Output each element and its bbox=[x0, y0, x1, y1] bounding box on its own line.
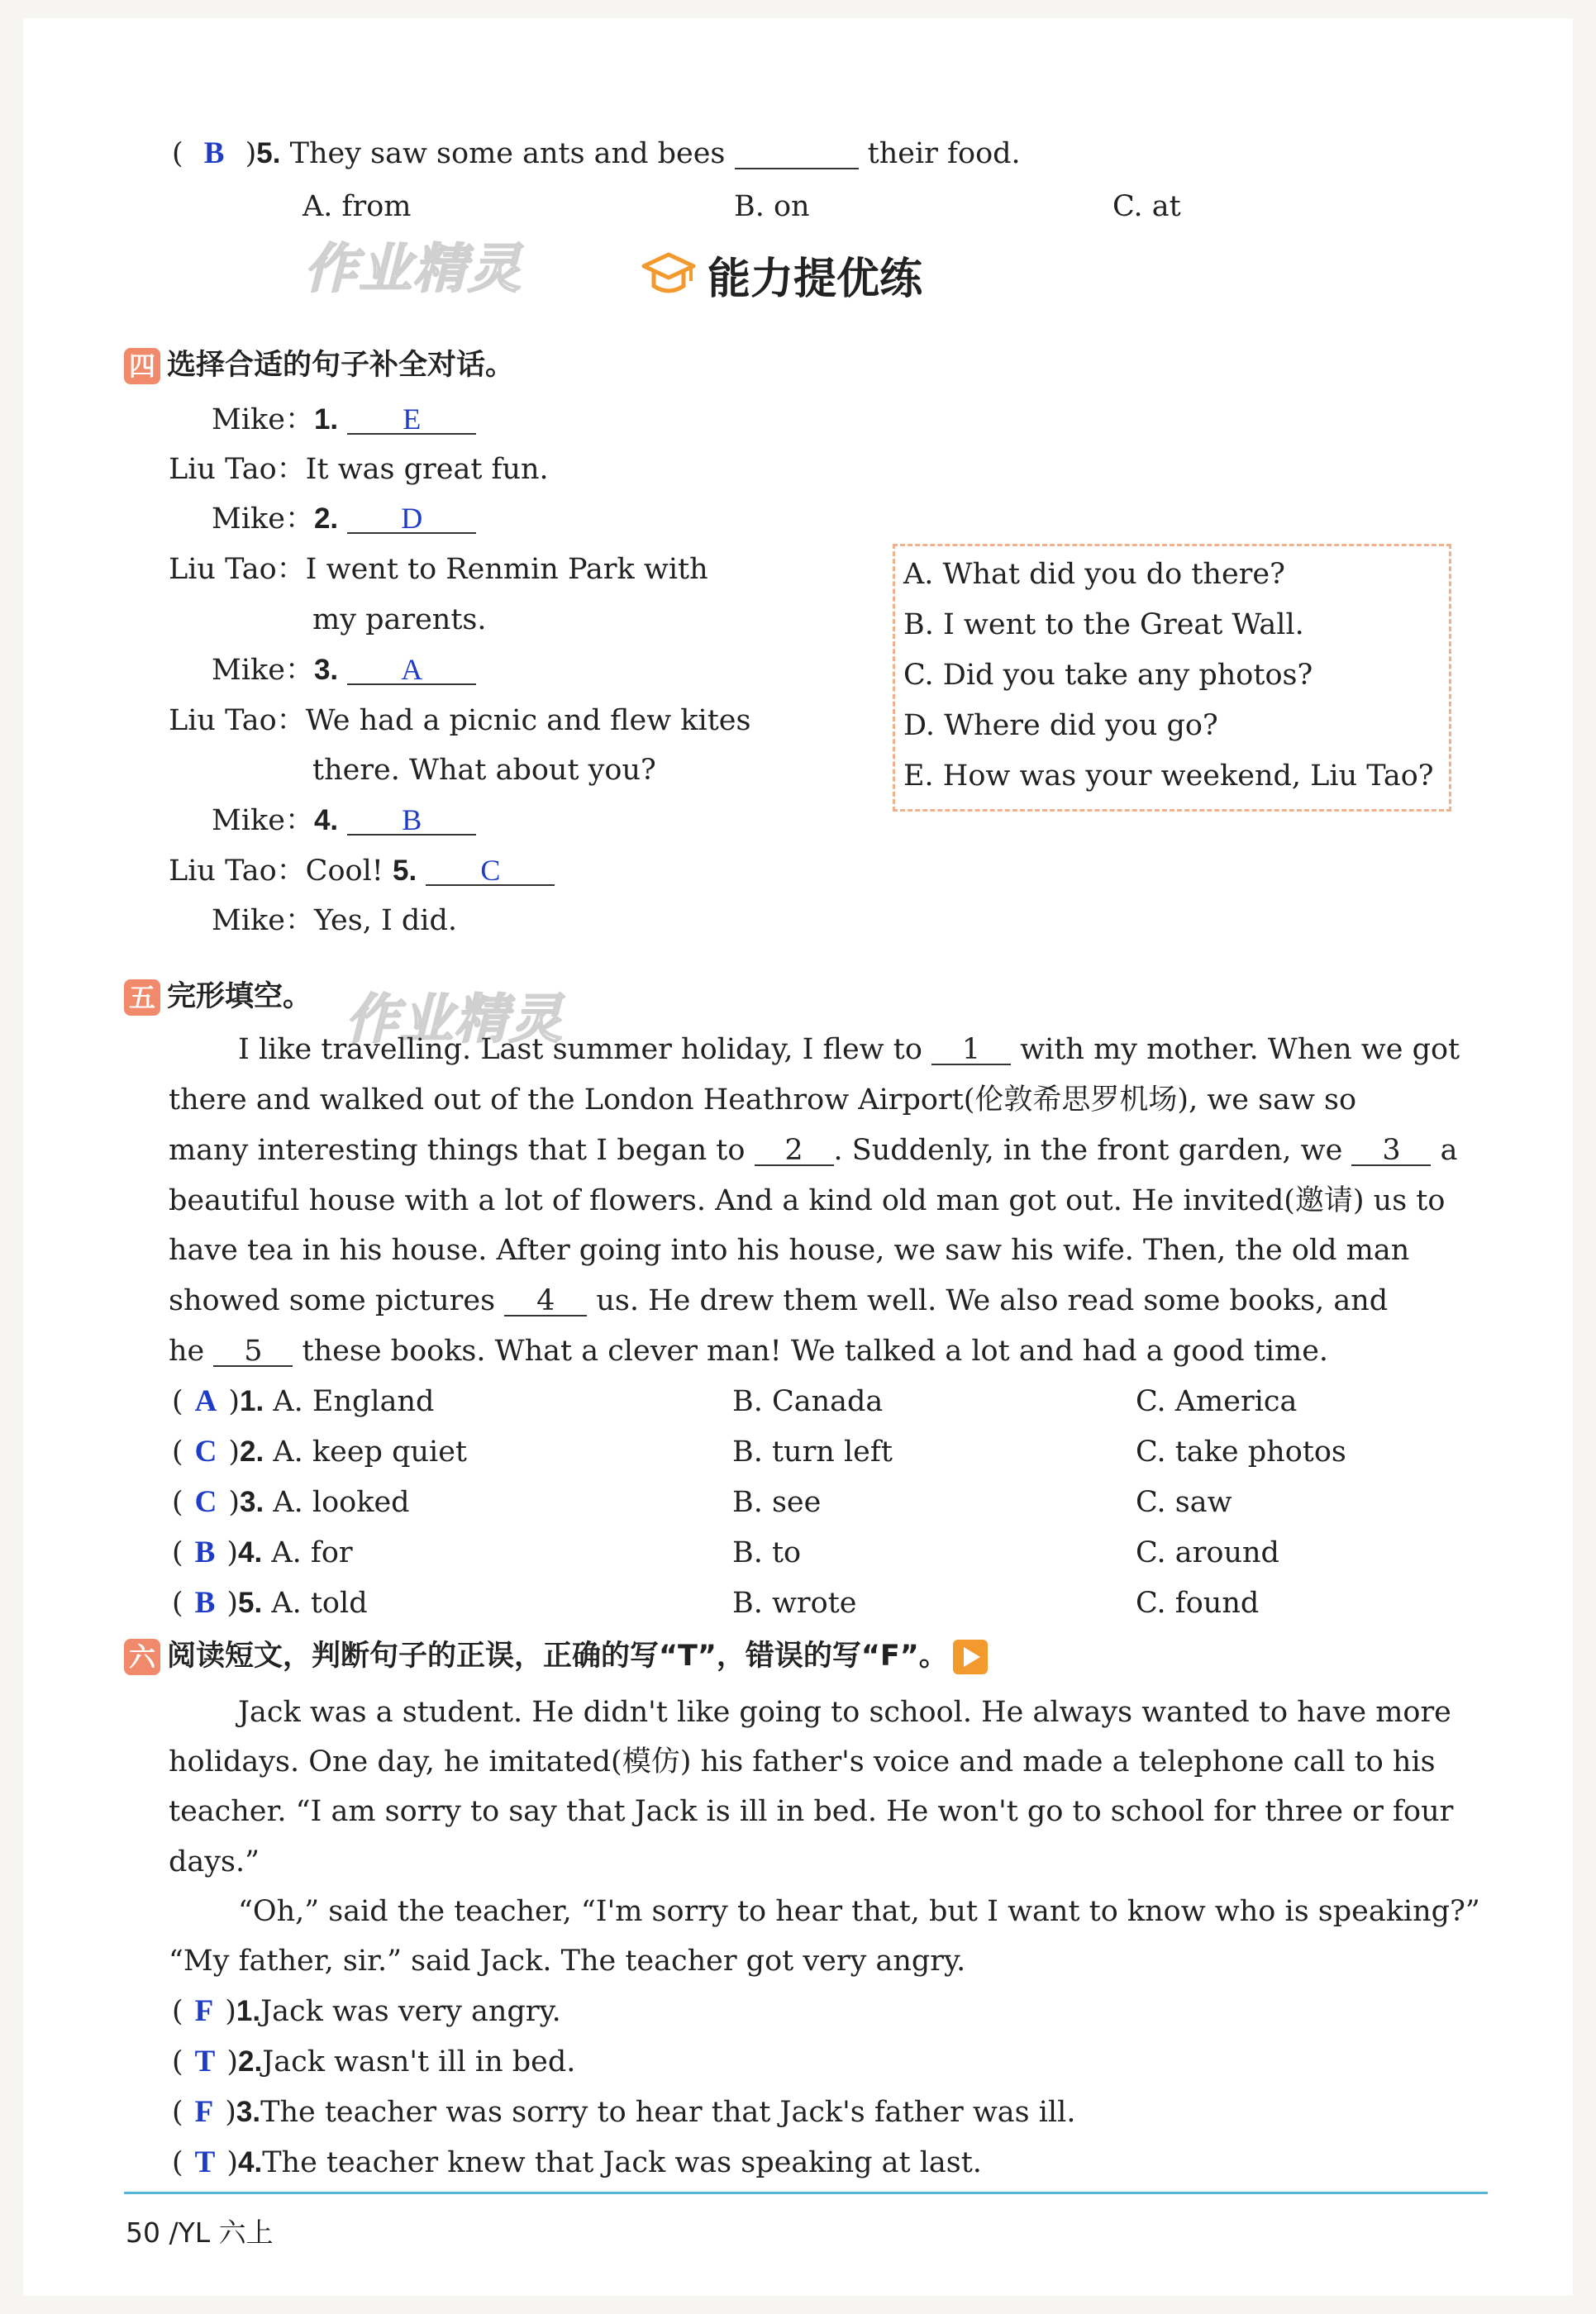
reading-line-3: teacher. “I am sorry to say that Jack is ill in bed. He won't go to school for three or four bbox=[169, 1795, 1454, 1828]
dialogue-line-4b: my parents. bbox=[312, 603, 487, 636]
options-box bbox=[893, 544, 1451, 812]
tf-question-1: ( F )1.Jack was very angry. bbox=[172, 1994, 561, 2028]
dialogue-line-5: Mike：3. A bbox=[212, 650, 476, 690]
q5-top-option-a: A. from bbox=[303, 190, 412, 223]
section5-badge: 五 bbox=[124, 979, 160, 1016]
cloze-question-4: ( B )4. A. for B. to C. around bbox=[172, 1536, 1279, 1569]
cloze-questions bbox=[172, 1382, 1346, 1634]
dialogue-blank-5: C bbox=[426, 856, 555, 886]
q5-top-option-b: B. on bbox=[734, 190, 810, 223]
cloze-question-1: ( A )1. A. England B. Canada C. America bbox=[172, 1384, 1298, 1418]
cloze-line-3: many interesting things that I began to 2 . Suddenly, in the front garden, we 3 a bbox=[169, 1134, 1458, 1167]
section6-header: 六 阅读短文，判断句子的正误，正确的写“T”，错误的写“F”。 bbox=[124, 1636, 988, 1676]
cloze-line-6: showed some pictures 4 us. He drew them well. We also read some books, and bbox=[169, 1284, 1389, 1317]
section4-header: 四 选择合适的句子补全对话。 bbox=[124, 345, 514, 385]
dialogue-blank-1: E bbox=[347, 405, 476, 435]
watermark: 作业精灵 bbox=[304, 239, 522, 300]
dialogue-line-8: Liu Tao：Cool! 5. C bbox=[169, 851, 555, 891]
reading-line-4: days.” bbox=[169, 1845, 260, 1878]
dialogue-blank-3: A bbox=[347, 655, 476, 685]
watermark-2: 作业精灵 bbox=[345, 989, 564, 1050]
cloze-question-2: ( C )2. A. keep quiet B. turn left C. take photos bbox=[172, 1435, 1346, 1469]
section5-header: 五 完形填空。 bbox=[124, 977, 312, 1017]
video-play-icon[interactable] bbox=[953, 1640, 988, 1674]
section6-badge: 六 bbox=[124, 1639, 160, 1675]
cloze-line-2: there and walked out of the London Heathrow Airport(伦敦希思罗机场), we saw so bbox=[169, 1083, 1357, 1117]
reading-line-5: “Oh,” said the teacher, “I'm sorry to hear that, but I want to know who is speaking?” bbox=[238, 1895, 1480, 1928]
q5-top-option-c: C. at bbox=[1112, 190, 1181, 223]
reading-line-1: Jack was a student. He didn't like going to school. He always wanted to have more bbox=[238, 1696, 1451, 1729]
dialogue-line-9: Mike：Yes, I did. bbox=[212, 904, 458, 937]
q5-top-line: ( B )5. They saw some ants and bees their food. bbox=[172, 136, 1021, 170]
dialogue-line-6b: there. What about you? bbox=[312, 754, 656, 787]
page-number: 50 bbox=[126, 2216, 160, 2249]
cloze-blank-4: 4 bbox=[504, 1287, 587, 1317]
dialogue-blank-2: D bbox=[347, 504, 476, 534]
cloze-line-4: beautiful house with a lot of flowers. And a kind old man got out. He invited(邀请) us to bbox=[169, 1184, 1446, 1217]
option-c: C. Did you take any photos? bbox=[903, 659, 1313, 692]
dialogue-blank-4: B bbox=[347, 806, 476, 836]
q5-top-answer: B bbox=[203, 136, 225, 170]
cloze-line-7: he 5 these books. What a clever man! We talked a lot and had a good time. bbox=[169, 1335, 1329, 1368]
tf-question-2: ( T )2.Jack wasn't ill in bed. bbox=[172, 2045, 576, 2078]
footer-rule bbox=[124, 2192, 1488, 2194]
cloze-line-5: have tea in his house. After going into his house, we saw his wife. Then, the old man bbox=[169, 1234, 1410, 1267]
page-footer bbox=[126, 2212, 274, 2250]
cloze-blank-1: 1 bbox=[931, 1036, 1011, 1065]
option-d: D. Where did you go? bbox=[903, 709, 1218, 742]
cloze-blank-2: 2 bbox=[755, 1136, 834, 1166]
dialogue-line-1: Mike：1. E bbox=[212, 400, 476, 440]
dialogue-line-4: Liu Tao：I went to Renmin Park with bbox=[169, 553, 708, 586]
section4-badge: 四 bbox=[124, 348, 160, 384]
option-e: E. How was your weekend, Liu Tao? bbox=[903, 759, 1434, 793]
dialogue-line-7: Mike：4. B bbox=[212, 801, 476, 840]
option-a: A. What did you do there? bbox=[903, 558, 1285, 591]
section-title: 能力提优练 bbox=[641, 250, 922, 314]
dialogue-line-2: Liu Tao：It was great fun. bbox=[169, 453, 549, 486]
q5-top-blank bbox=[735, 140, 859, 169]
tf-question-3: ( F )3.The teacher was sorry to hear that Jack's father was ill. bbox=[172, 2095, 1076, 2129]
cloze-line-1: I like travelling. Last summer holiday, I flew to 1 with my mother. When we got bbox=[238, 1033, 1460, 1066]
worksheet-page bbox=[23, 18, 1573, 2296]
graduation-cap-icon bbox=[641, 250, 696, 314]
cloze-blank-3: 3 bbox=[1351, 1136, 1431, 1166]
cloze-blank-5: 5 bbox=[213, 1337, 293, 1367]
option-b: B. I went to the Great Wall. bbox=[903, 608, 1304, 641]
tf-questions bbox=[172, 1992, 1075, 2193]
reading-line-6: “My father, sir.” said Jack. The teacher got very angry. bbox=[169, 1945, 966, 1978]
cloze-question-5: ( B )5. A. told B. wrote C. found bbox=[172, 1586, 1260, 1620]
book-code: /YL 六上 bbox=[169, 2216, 274, 2249]
reading-line-2: holidays. One day, he imitated(模仿) his father's voice and made a telephone call to his bbox=[169, 1745, 1436, 1778]
dialogue-line-3: Mike：2. D bbox=[212, 499, 476, 539]
tf-question-4: ( T )4.The teacher knew that Jack was speaking at last. bbox=[172, 2145, 982, 2179]
cloze-question-3: ( C )3. A. looked B. see C. saw bbox=[172, 1485, 1232, 1519]
dialogue-line-6: Liu Tao：We had a picnic and flew kites bbox=[169, 704, 751, 737]
